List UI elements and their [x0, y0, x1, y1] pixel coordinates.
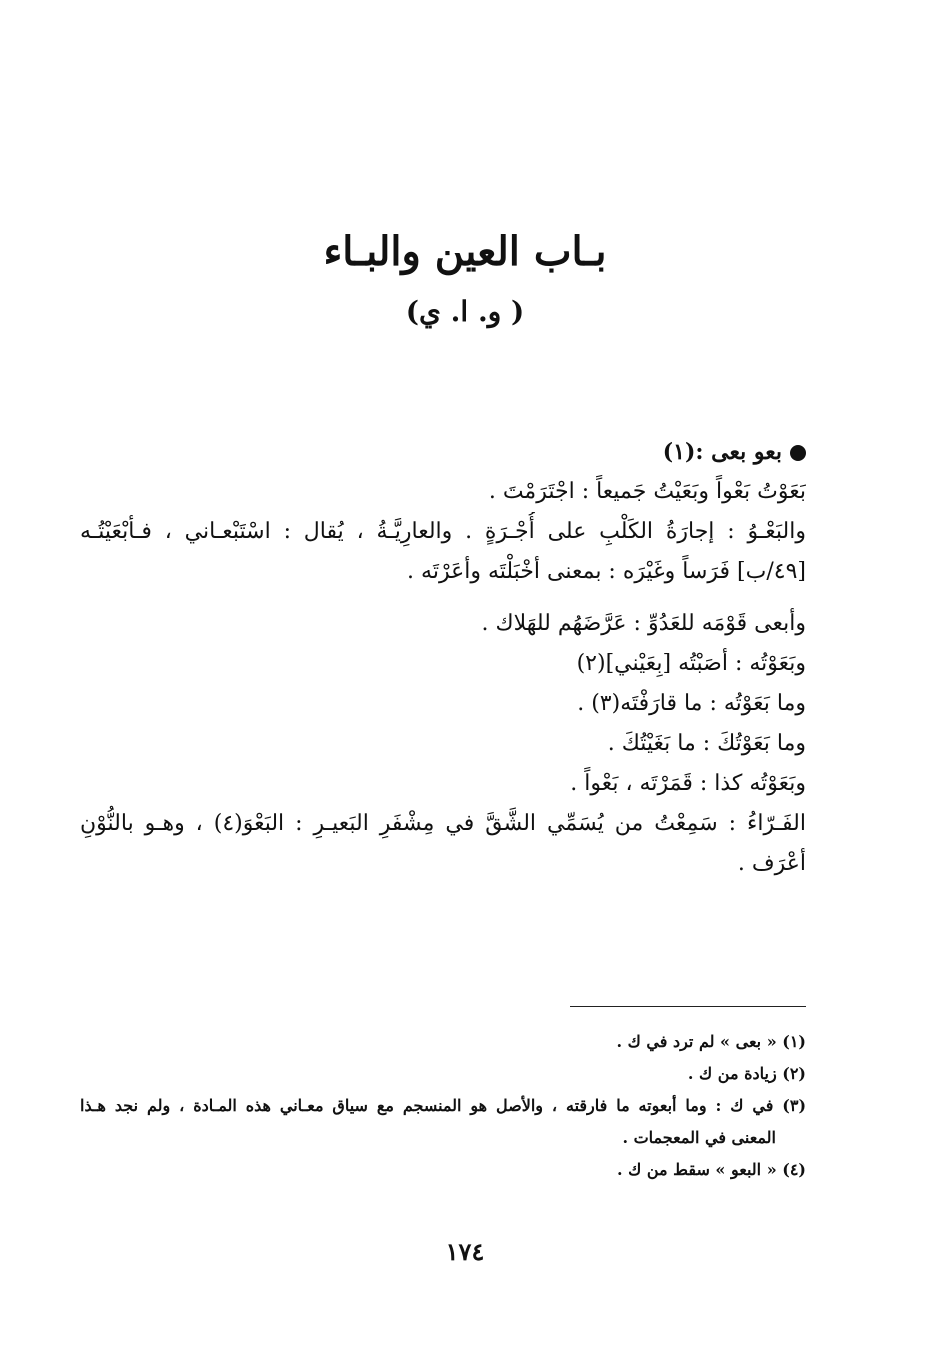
entry-line: بَعَوْتُ بَعْواً وبَعَيْتُ جَميعاً : اجْتَرَمْتَ .	[488, 479, 806, 504]
entry-head-text: بعو بعى :	[695, 439, 782, 465]
entry-line: وما بَعَوْتُه : ما قارَفْتَه(٣) .	[577, 691, 806, 716]
entry-heading	[80, 432, 806, 472]
entry-line: وما بَعَوْتُكَ : ما بَغَيْتُكَ .	[607, 731, 806, 756]
entry-line: وبَعَوْتُه كذا : قَمَرْتَه ، بَعْواً .	[570, 771, 806, 796]
chapter-subtitle: ( و. ا. ي)	[405, 295, 525, 328]
entry-line: [٤٩/ب] فَرَساً وغَيْرَه : بمعنى أخْبَلْتَه وأعَرْتَه .	[407, 559, 806, 584]
footnote: (٤) « البعو » سقط من ك .	[616, 1160, 806, 1179]
bullet-icon	[790, 445, 806, 461]
footnote-divider	[570, 1006, 806, 1007]
footnote: (١) « بعى » لم ترد في ك .	[616, 1032, 806, 1051]
entry-line: والبَعْـوُ : إجارَةُ الكَلْبِ على أُجْـرَةٍ . والعارِيَّـةُ ، يُقال : اسْتَبْعـاني ، فـأبْعَيْتُـه	[80, 519, 806, 544]
entry-body	[80, 432, 806, 884]
entry-line: وأبعى قَوْمَه للعَدُوِّ : عَرَّضَهُم للهَلاك .	[481, 611, 806, 636]
page-number: ١٧٤	[445, 1237, 485, 1266]
entry-line: الفَـرّاءُ : سَمِعْتُ من يُسَمِّي الشَّقَّ في مِشْفَرِ البَعيـرِ : البَعْوَ(٤) ، وهـو بالنُّوْنِ	[80, 811, 806, 836]
footnote: (٣) في ك : وما أبعوته ما فارقته ، والأصل هو المنسجم مع سياق معـاني هذه المـادة ، ولم نجد هـذا	[80, 1096, 806, 1115]
footnote-continuation: المعنى في المعجمات .	[622, 1128, 776, 1147]
chapter-title: بـاب العين والبـاء	[323, 228, 607, 275]
paragraph-gap	[80, 592, 806, 604]
entry-head-note: (١)	[662, 439, 696, 465]
entry-line: وبَعَوْتُه : أصَبْتُه [بِعَيْني](٢)	[576, 651, 806, 676]
entry-line: أعْرَف .	[737, 851, 806, 876]
footnotes	[80, 1026, 806, 1186]
footnote: (٢) زيادة من ك .	[687, 1064, 806, 1083]
